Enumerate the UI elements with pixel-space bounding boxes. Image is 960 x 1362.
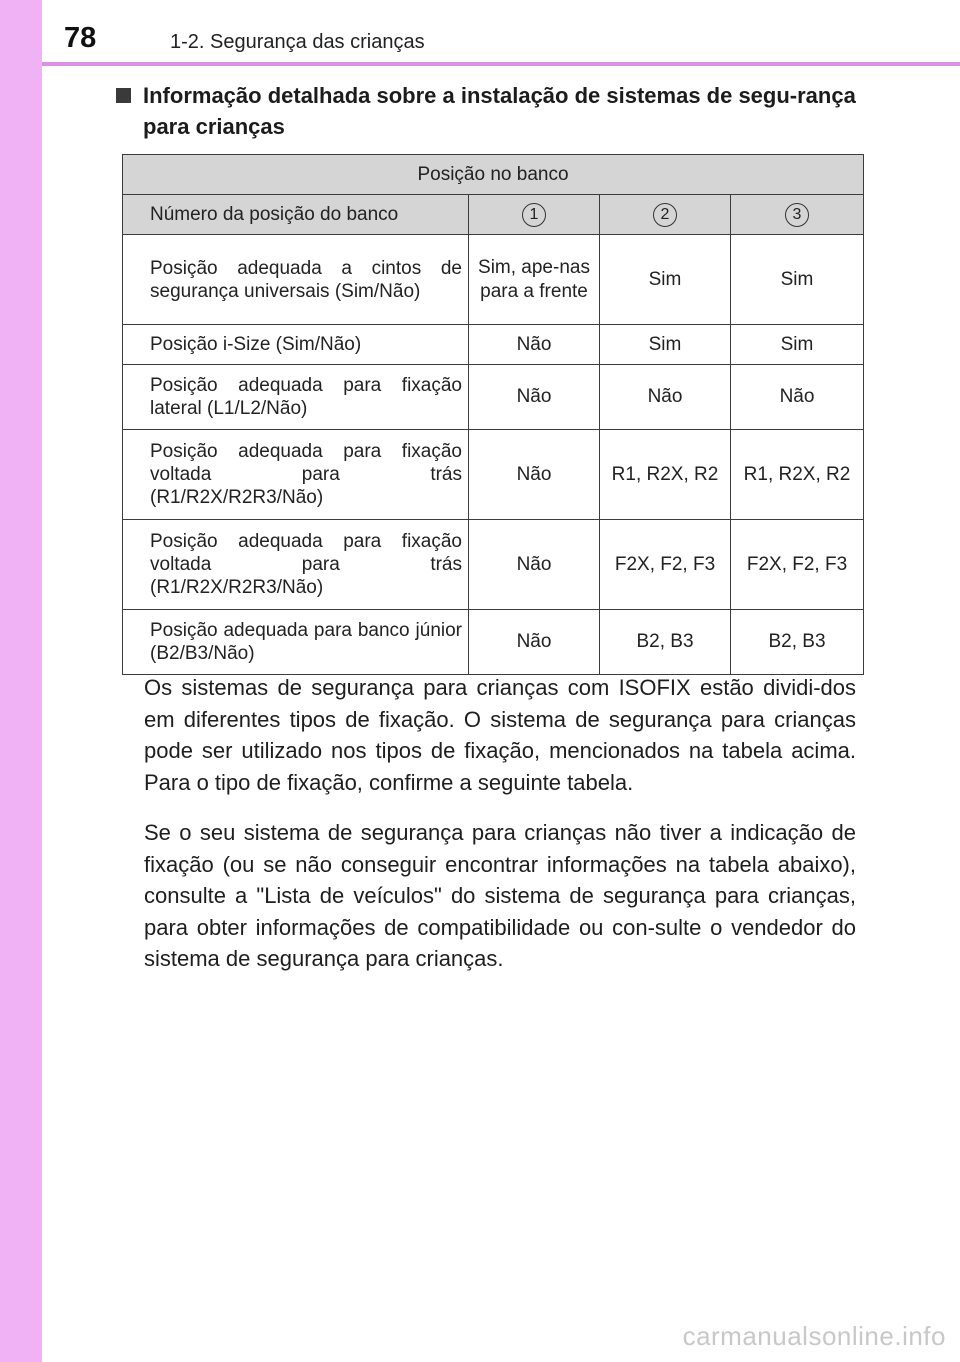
row-value: Não: [600, 365, 731, 430]
row-value: Não: [469, 365, 600, 430]
section-title: 1-2. Segurança das crianças: [170, 31, 425, 53]
row-value: Não: [469, 325, 600, 365]
row-value: R1, R2X, R2: [600, 430, 731, 520]
section-heading: [116, 80, 860, 142]
row-value: Não: [469, 430, 600, 520]
table-row: [123, 520, 864, 610]
table-seat-number-row: [123, 195, 864, 235]
seat-number-3: 3: [731, 195, 864, 235]
row-value: R1, R2X, R2: [731, 430, 864, 520]
heading-text: Informação detalhada sobre a instalação de sistemas de segu-rança para crianças: [143, 83, 856, 139]
row-value: Sim: [600, 325, 731, 365]
header-rule: [42, 62, 960, 66]
seat-number-label: Número da posição do banco: [123, 195, 469, 235]
row-label: Posição adequada para banco júnior (B2/B3/Não): [123, 610, 469, 675]
table-row: [123, 235, 864, 325]
row-label: Posição adequada a cintos de segurança universais (Sim/Não): [123, 235, 469, 325]
row-value: Sim: [731, 325, 864, 365]
table-group-header: Posição no banco: [123, 155, 864, 195]
paragraph-vehicle-list: Se o seu sistema de segurança para crianças não tiver a indicação de fixação (ou se não conseguir encontrar informações na tabela abaixo), consulte a "Lista de veículos" do sistema de segurança para crianças, para obter informações de compatibilidade ou con-sulte o vendedor do sistema de segurança para crianças.: [144, 820, 856, 971]
table-row: [123, 430, 864, 520]
square-bullet-icon: [116, 88, 131, 103]
table-row: [123, 365, 864, 430]
seat-compatibility-table: [122, 154, 864, 675]
row-label: Posição adequada para fixação voltada para trás (R1/R2X/R2R3/Não): [123, 430, 469, 520]
row-value: F2X, F2, F3: [600, 520, 731, 610]
table-row: [123, 325, 864, 365]
row-value: Sim: [600, 235, 731, 325]
row-value: B2, B3: [600, 610, 731, 675]
row-label: Posição adequada para fixação voltada para trás (R1/R2X/R2R3/Não): [123, 520, 469, 610]
row-value: Não: [469, 520, 600, 610]
page-number: 78: [64, 22, 97, 54]
table-row: [123, 610, 864, 675]
row-value: F2X, F2, F3: [731, 520, 864, 610]
table-group-header-row: [123, 155, 864, 195]
seat-number-1: 1: [469, 195, 600, 235]
row-label: Posição i-Size (Sim/Não): [123, 325, 469, 365]
row-value: Sim: [731, 235, 864, 325]
watermark: carmanualsonline.info: [682, 1321, 946, 1351]
seat-number-2: 2: [600, 195, 731, 235]
row-value: B2, B3: [731, 610, 864, 675]
row-value: Não: [731, 365, 864, 430]
row-value: Sim, ape-nas para a frente: [469, 235, 600, 325]
row-label: Posição adequada para fixação lateral (L1/L2/Não): [123, 365, 469, 430]
paragraph-isofix: Os sistemas de segurança para crianças com ISOFIX estão dividi-dos em diferentes tipos de fixação. O sistema de segurança para crianças pode ser utilizado nos tipos de fixação, mencionados na tabela acima. Para o tipo de fixação, confirme a seguinte tabela.: [144, 675, 856, 795]
row-value: Não: [469, 610, 600, 675]
side-color-band: [0, 0, 42, 1362]
